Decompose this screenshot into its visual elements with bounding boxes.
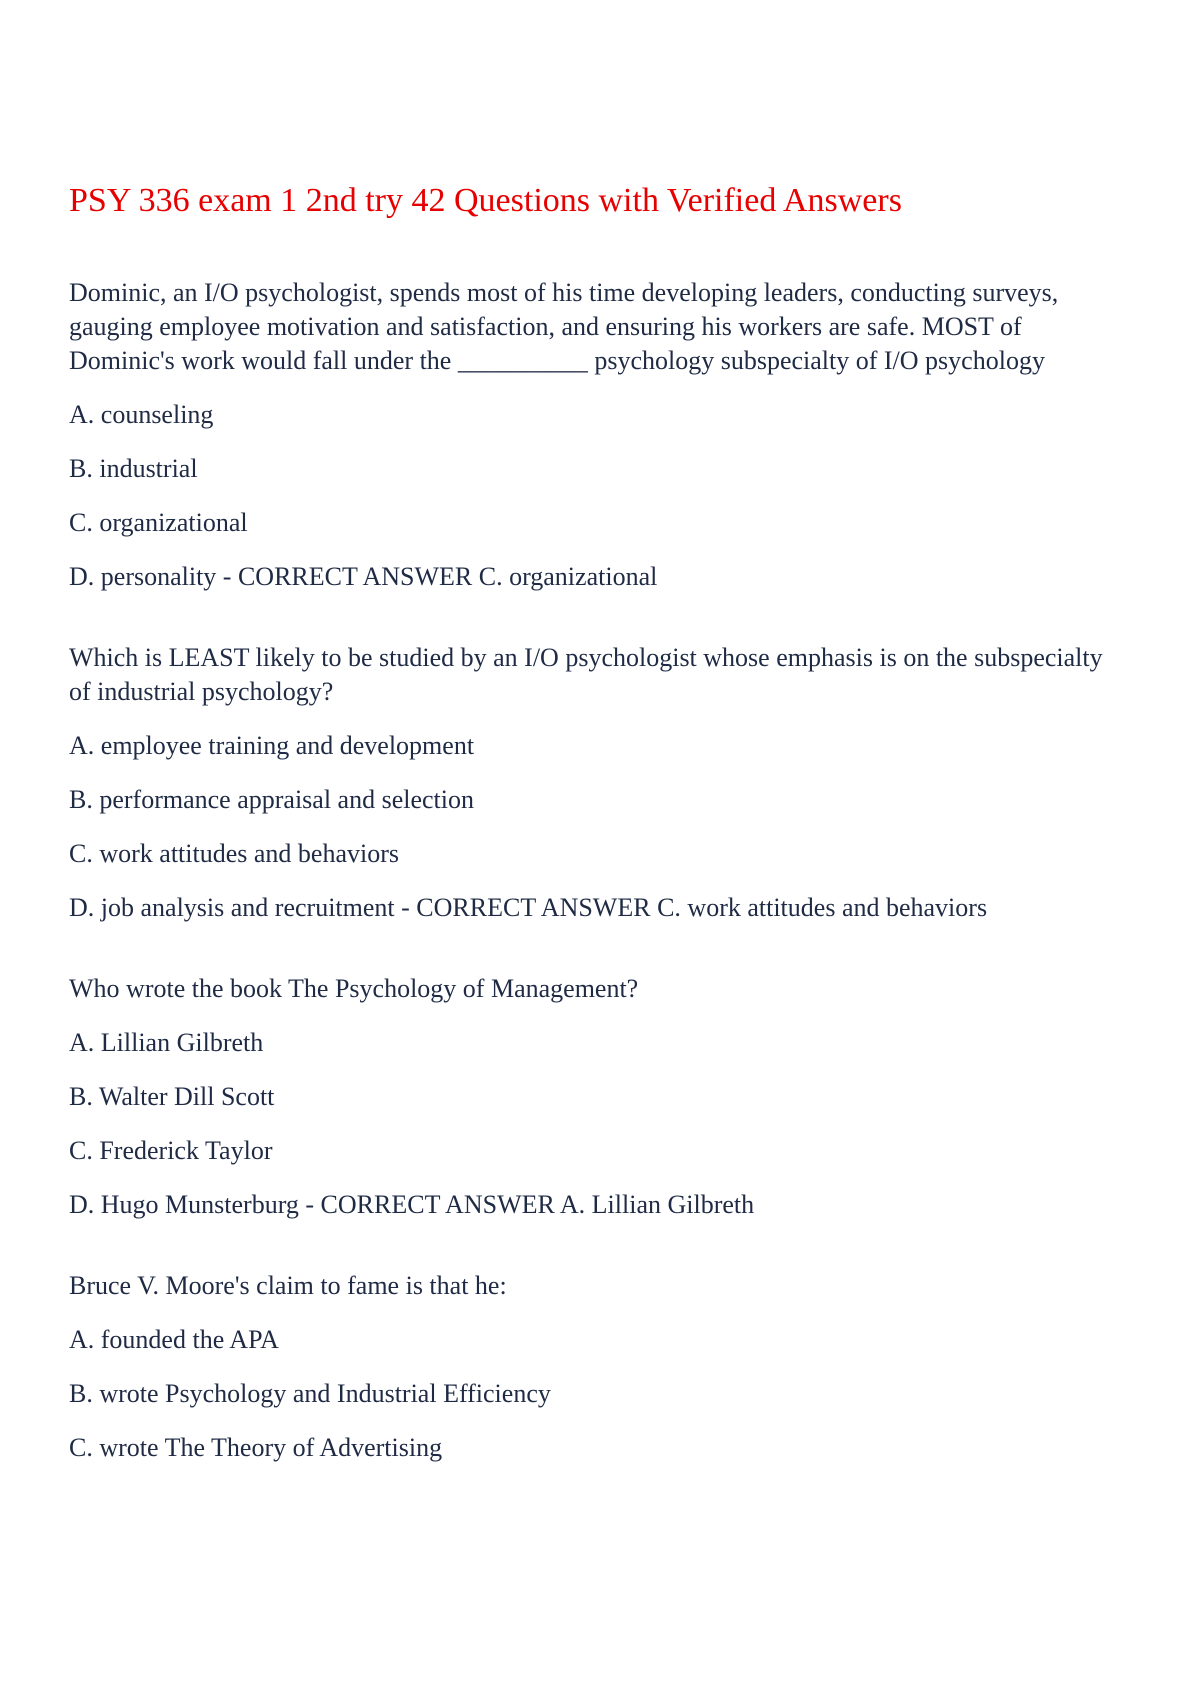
question-3: [69, 972, 1129, 1222]
answer-option-with-correct-answer: D. personality - CORRECT ANSWER C. organizational: [69, 562, 658, 591]
answer-option: B. performance appraisal and selection: [69, 785, 474, 814]
question-text: Bruce V. Moore's claim to fame is that he:: [69, 1271, 507, 1300]
answer-option: C. work attitudes and behaviors: [69, 839, 399, 868]
answer-option: C. organizational: [69, 508, 248, 537]
answer-option: B. Walter Dill Scott: [69, 1082, 275, 1111]
answer-option: A. Lillian Gilbreth: [69, 1028, 264, 1057]
question-text: Which is LEAST likely to be studied by an I/O psychologist whose emphasis is on the subspecialty of industrial psychology?: [69, 643, 1103, 706]
document-page: [69, 176, 1129, 1465]
answer-option: B. wrote Psychology and Industrial Efficiency: [69, 1379, 551, 1408]
document-title: PSY 336 exam 1 2nd try 42 Questions with Verified Answers: [69, 182, 902, 219]
question-2: [69, 641, 1129, 925]
answer-option: A. employee training and development: [69, 731, 475, 760]
answer-option: C. wrote The Theory of Advertising: [69, 1433, 443, 1462]
answer-option: A. counseling: [69, 400, 214, 429]
answer-option-with-correct-answer: D. Hugo Munsterburg - CORRECT ANSWER A. Lillian Gilbreth: [69, 1190, 755, 1219]
answer-option-with-correct-answer: D. job analysis and recruitment - CORRECT ANSWER C. work attitudes and behaviors: [69, 893, 988, 922]
answer-option: A. founded the APA: [69, 1325, 279, 1354]
question-4: [69, 1269, 1129, 1465]
answer-option: B. industrial: [69, 454, 198, 483]
answer-option: C. Frederick Taylor: [69, 1136, 273, 1165]
question-text: Dominic, an I/O psychologist, spends most of his time developing leaders, conducting surveys, gauging employee motivation and satisfaction, and ensuring his workers are safe. MOST of Dominic's work would fall under the __________ psychology subspecialty of I/O psychology: [69, 278, 1059, 375]
question-text: Who wrote the book The Psychology of Management?: [69, 974, 639, 1003]
question-1: [69, 276, 1129, 594]
